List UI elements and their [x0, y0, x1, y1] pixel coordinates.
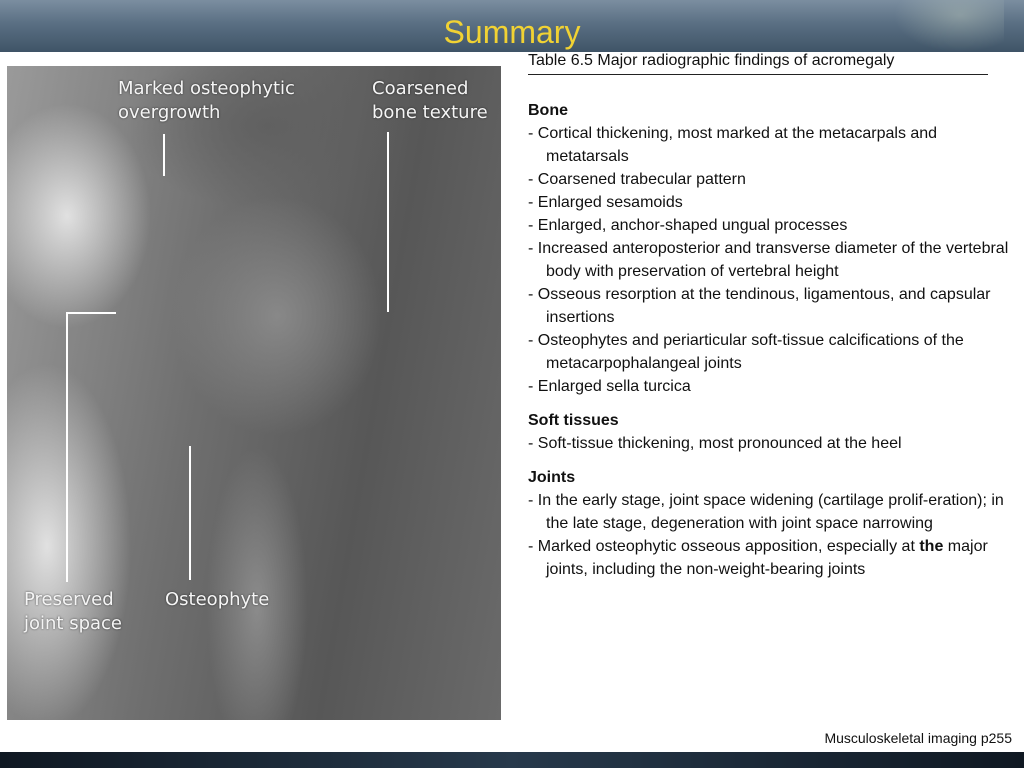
- list-item: - Cortical thickening, most marked at the metacarpals and metatarsals: [528, 122, 1012, 168]
- joints-list: [528, 489, 1012, 581]
- section-heading-soft-tissues: Soft tissues: [528, 412, 619, 429]
- list-item: - In the early stage, joint space widening (cartilage prolif-eration); in the late stage, degeneration with joint space narrowing: [528, 489, 1012, 535]
- findings-table: [528, 50, 1012, 581]
- list-item: - Soft-tissue thickening, most pronounced at the heel: [528, 432, 1012, 455]
- list-item: - Enlarged sesamoids: [528, 191, 1012, 214]
- soft-tissue-list: [528, 432, 1012, 455]
- label-preserved-joint-space: Preserved joint space: [24, 589, 123, 634]
- pointer-joint-horizontal: [66, 312, 116, 314]
- pointer-texture: [387, 132, 389, 312]
- label-coarsened-texture: Coarsened bone texture: [372, 78, 488, 123]
- list-item: - Coarsened trabecular pattern: [528, 168, 1012, 191]
- list-item: - Increased anteroposterior and transverse diameter of the vertebral body with preservation of vertebral height: [528, 237, 1012, 283]
- list-item-bold-word: the: [919, 538, 944, 555]
- section-heading-joints: Joints: [528, 469, 576, 486]
- bottom-strip: [0, 752, 1024, 768]
- bone-list: [528, 122, 1012, 398]
- list-item: - Enlarged sella turcica: [528, 375, 1012, 398]
- pointer-joint-vertical: [66, 312, 68, 582]
- label-osteophyte: Osteophyte: [165, 589, 270, 610]
- pointer-osteophyte: [189, 446, 191, 580]
- list-item-last: [528, 535, 1012, 581]
- list-item-text-rest: major joints, including the non-weight-bearing joints: [546, 538, 988, 578]
- list-item-text: Marked osteophytic osseous apposition, especially at: [537, 538, 915, 555]
- source-citation: Musculoskeletal imaging p255: [824, 730, 1012, 746]
- list-item: - Enlarged, anchor-shaped ungual processes: [528, 214, 1012, 237]
- list-item: - Osteophytes and periarticular soft-tissue calcifications of the metacarpophalangeal joints: [528, 329, 1012, 375]
- label-marked-overgrowth: Marked osteophytic overgrowth: [118, 78, 295, 123]
- pointer-overgrowth: [163, 134, 165, 176]
- table-caption: Table 6.5 Major radiographic findings of acromegaly: [528, 50, 988, 75]
- slide-title: Summary: [443, 14, 581, 50]
- list-item: - Osseous resorption at the tendinous, ligamentous, and capsular insertions: [528, 283, 1012, 329]
- section-heading-bone: Bone: [528, 102, 568, 119]
- xray-image: [7, 66, 501, 720]
